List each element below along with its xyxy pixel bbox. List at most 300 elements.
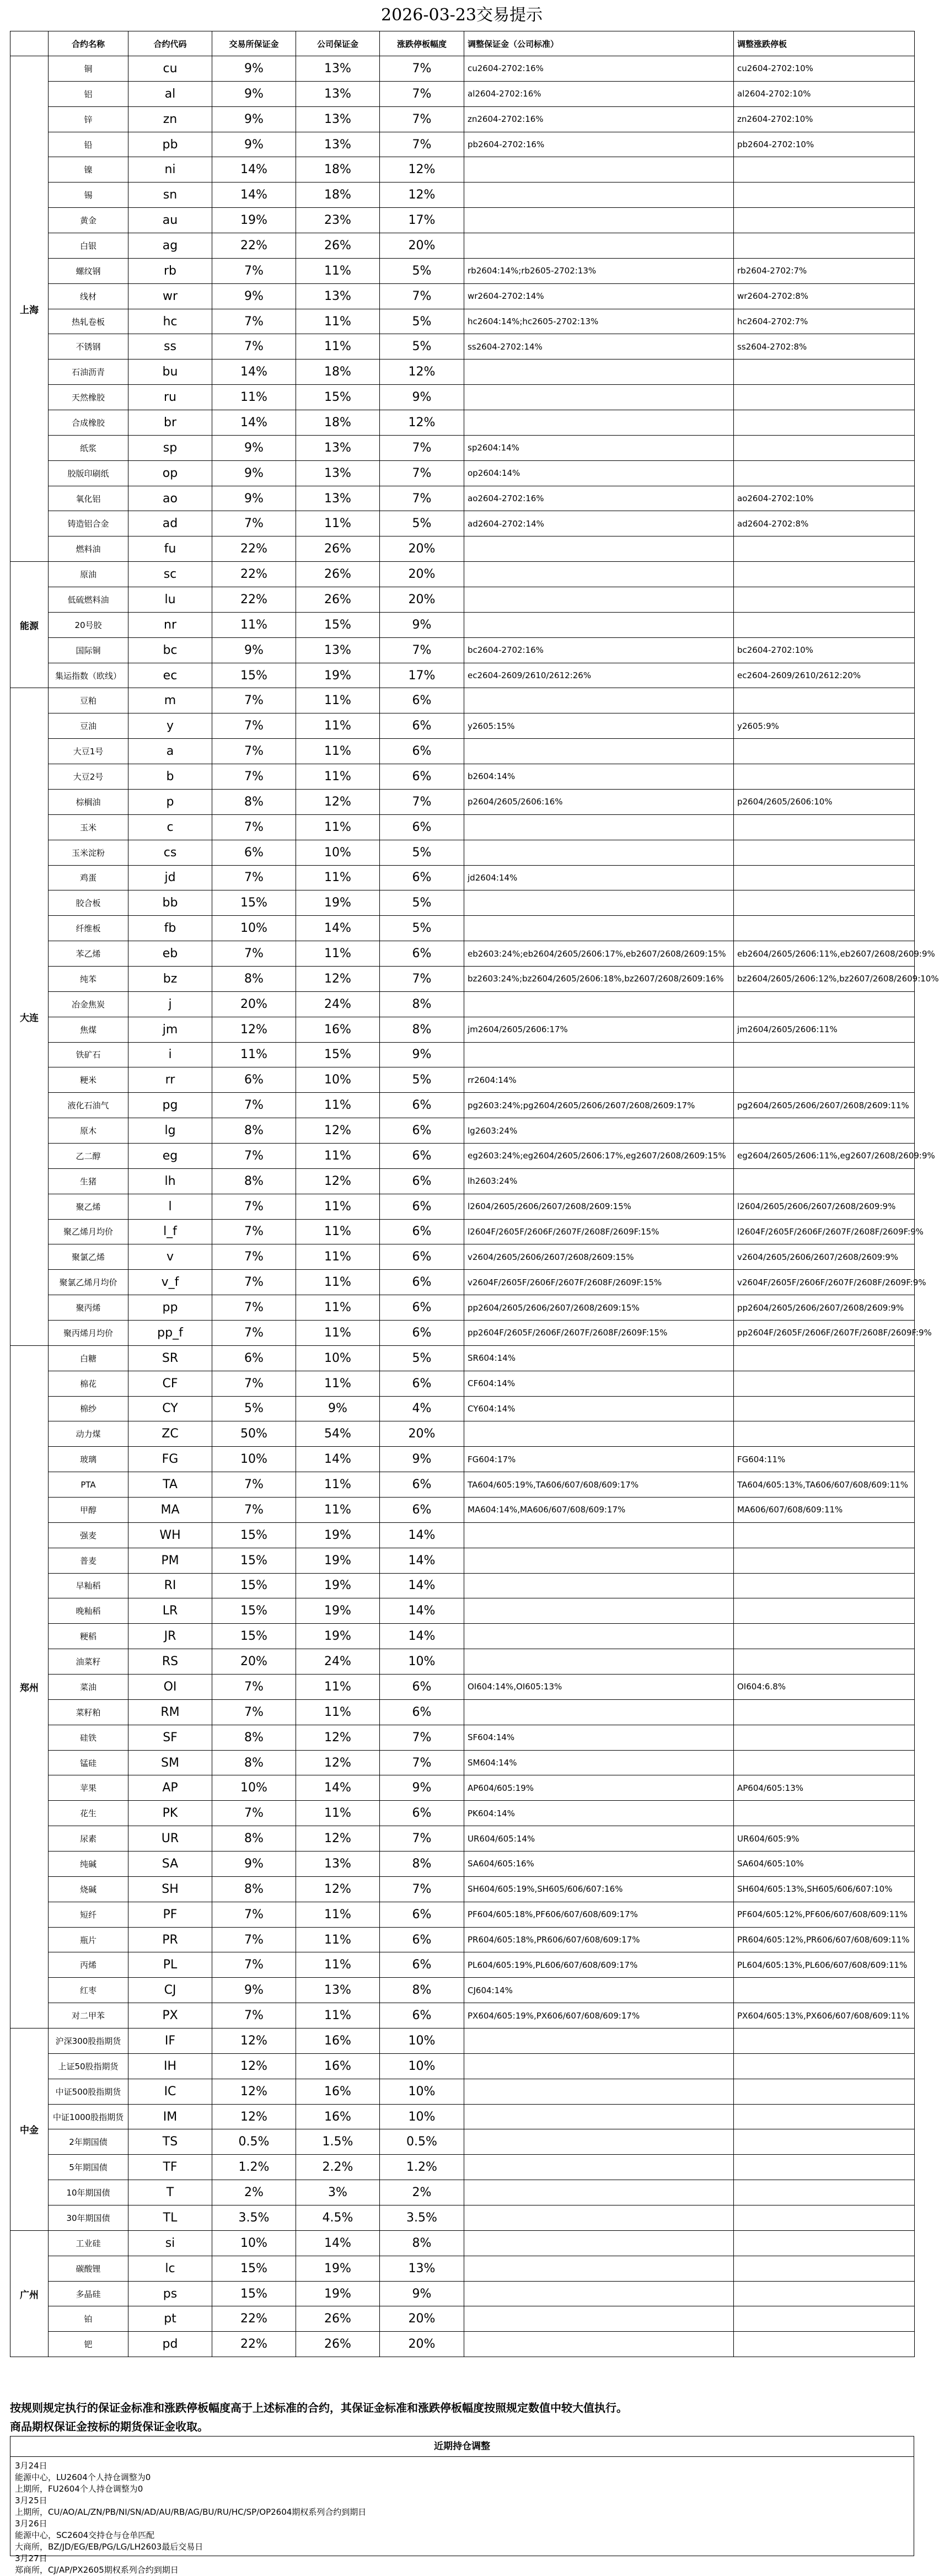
contract-name-cell: 天然橡胶 [49,385,128,410]
table-row [10,1725,915,1750]
contract-code-cell: zn [128,106,212,132]
company-margin-cell: 24% [296,991,380,1017]
company-margin-cell: 13% [296,283,380,309]
adjusted-margin-cell [464,536,734,562]
company-margin-cell: 1.5% [296,2129,380,2155]
adjusted-margin-cell: cu2604-2702:16% [464,56,734,82]
table-row [10,966,915,991]
contract-name-cell: 花生 [49,1801,128,1826]
table-row [10,2079,915,2104]
price-limit-cell: 8% [380,1852,464,1877]
adjusted-margin-cell: PR604/605:18%,PR606/607/608/609:17% [464,1927,734,1952]
header-company-margin: 公司保证金 [296,31,380,56]
price-limit-cell: 7% [380,486,464,511]
table-header-row [10,31,915,56]
adjusted-limit-cell [734,359,915,385]
table-row [10,1118,915,1144]
price-limit-cell: 7% [380,1750,464,1775]
contract-code-cell: RS [128,1649,212,1675]
company-margin-cell: 11% [296,2003,380,2028]
company-margin-cell: 16% [296,2028,380,2054]
table-row [10,157,915,183]
contract-code-cell: bc [128,637,212,663]
contract-name-cell: 动力煤 [49,1421,128,1447]
company-margin-cell: 11% [296,1270,380,1295]
exchange-margin-cell: 12% [212,2028,296,2054]
table-row [10,1573,915,1598]
adjusted-margin-cell: ec2604-2609/2610/2612:26% [464,663,734,688]
exchange-margin-cell: 50% [212,1421,296,1447]
exchange-cell: 中金 [10,2028,49,2231]
contract-name-cell: 强麦 [49,1522,128,1548]
price-limit-cell: 5% [380,840,464,865]
company-margin-cell: 19% [296,663,380,688]
table-row [10,1270,915,1295]
exchange-margin-cell: 15% [212,1624,296,1649]
price-limit-cell: 6% [380,1927,464,1952]
price-limit-cell: 3.5% [380,2205,464,2231]
adjusted-margin-cell: ad2604-2702:14% [464,511,734,536]
contract-name-cell: 热轧卷板 [49,309,128,334]
contract-code-cell: y [128,713,212,739]
adjusted-limit-cell [734,2155,915,2180]
table-row [10,1978,915,2003]
adjusted-margin-cell: pg2603:24%;pg2604/2605/2606/2607/2608/2609:17% [464,1093,734,1118]
price-limit-cell: 14% [380,1598,464,1624]
contract-name-cell: 粳稻 [49,1624,128,1649]
adjusted-margin-cell: b2604:14% [464,764,734,790]
company-margin-cell: 13% [296,106,380,132]
adjusted-margin-cell [464,916,734,941]
contract-code-cell: RI [128,1573,212,1598]
table-row [10,1801,915,1826]
contract-name-cell: 豆油 [49,713,128,739]
adjusted-margin-cell: op2604:14% [464,460,734,486]
contract-name-cell: 对二甲苯 [49,2003,128,2028]
price-limit-cell: 20% [380,536,464,562]
contract-name-cell: 白糖 [49,1345,128,1371]
adjusted-margin-cell: SF604:14% [464,1725,734,1750]
company-margin-cell: 13% [296,132,380,157]
adjusted-margin-cell: al2604-2702:16% [464,81,734,106]
price-limit-cell: 7% [380,460,464,486]
company-margin-cell: 11% [296,1093,380,1118]
exchange-margin-cell: 7% [212,1194,296,1219]
company-margin-cell: 16% [296,1017,380,1042]
exchange-margin-cell: 22% [212,233,296,259]
contract-name-cell: 烧碱 [49,1876,128,1902]
contract-name-cell: 玉米淀粉 [49,840,128,865]
price-limit-cell: 14% [380,1522,464,1548]
contract-code-cell: TF [128,2155,212,2180]
contract-code-cell: ZC [128,1421,212,1447]
contract-code-cell: lc [128,2256,212,2281]
adjusted-margin-cell: lh2603:24% [464,1168,734,1194]
adjusted-margin-cell: SH604/605:19%,SH605/606/607:16% [464,1876,734,1902]
contract-code-cell: SF [128,1725,212,1750]
table-row [10,612,915,637]
adjusted-limit-cell: eb2604/2605/2606:11%,eb2607/2608/2609:9% [734,941,915,967]
contract-name-cell: 锰硅 [49,1750,128,1775]
company-margin-cell: 11% [296,1295,380,1321]
table-row [10,941,915,967]
company-margin-cell: 3% [296,2180,380,2205]
contract-name-cell: 聚乙烯 [49,1194,128,1219]
price-limit-cell: 5% [380,916,464,941]
contract-code-cell: wr [128,283,212,309]
company-margin-cell: 11% [296,1675,380,1700]
contract-name-cell: 液化石油气 [49,1093,128,1118]
contract-code-cell: rb [128,258,212,283]
exchange-margin-cell: 6% [212,840,296,865]
page-title: 2026-03-23交易提示 [381,6,543,25]
exchange-margin-cell: 15% [212,2256,296,2281]
price-limit-cell: 6% [380,1320,464,1345]
exchange-margin-cell: 22% [212,2306,296,2332]
adjusted-limit-cell: UR604/605:9% [734,1826,915,1852]
contract-code-cell: ao [128,486,212,511]
adjusted-limit-cell [734,1573,915,1598]
contract-name-cell: 燃料油 [49,536,128,562]
company-margin-cell: 15% [296,385,380,410]
contract-name-cell: 乙二醇 [49,1143,128,1168]
adjusted-limit-cell: PF604/605:12%,PF606/607/608/609:11% [734,1902,915,1927]
exchange-margin-cell: 7% [212,309,296,334]
exchange-margin-cell: 7% [212,1143,296,1168]
exchange-margin-cell: 2% [212,2180,296,2205]
company-margin-cell: 26% [296,233,380,259]
contract-code-cell: jm [128,1017,212,1042]
contract-code-cell: PL [128,1952,212,1978]
exchange-margin-cell: 8% [212,1725,296,1750]
adjusted-margin-cell: PL604/605:19%,PL606/607/608/609:17% [464,1952,734,1978]
company-margin-cell: 11% [296,739,380,764]
header-adjusted-limit: 调整涨跌停板 [734,31,915,56]
company-margin-cell: 13% [296,435,380,460]
table-row [10,511,915,536]
price-limit-cell: 5% [380,890,464,916]
adjusted-margin-cell [464,1421,734,1447]
exchange-margin-cell: 8% [212,966,296,991]
exchange-margin-cell: 10% [212,2230,296,2256]
adjusted-margin-cell: FG604:17% [464,1447,734,1472]
exchange-margin-cell: 14% [212,410,296,436]
table-row [10,1219,915,1244]
contract-name-cell: 聚丙烯 [49,1295,128,1321]
table-row [10,1927,915,1952]
table-row [10,2129,915,2155]
adjusted-limit-cell: zn2604-2702:10% [734,106,915,132]
note-line: 商品期权保证金按标的期货保证金收取。 [10,2420,208,2433]
company-margin-cell: 54% [296,1421,380,1447]
contract-name-cell: 豆粕 [49,688,128,713]
adjusted-limit-cell [734,612,915,637]
table-row [10,486,915,511]
contract-name-cell: 20号胶 [49,612,128,637]
adjusted-margin-cell [464,410,734,436]
contract-code-cell: PR [128,1927,212,1952]
contract-code-cell: br [128,410,212,436]
exchange-margin-cell: 22% [212,562,296,587]
company-margin-cell: 11% [296,1927,380,1952]
table-row [10,1598,915,1624]
table-row [10,1750,915,1775]
price-limit-cell: 7% [380,56,464,82]
contract-name-cell: 棉花 [49,1371,128,1396]
adjusted-margin-cell: pp2604/2605/2606/2607/2608/2609:15% [464,1295,734,1321]
exchange-margin-cell: 7% [212,1952,296,1978]
table-row [10,233,915,259]
adjusted-margin-cell: v2604F/2605F/2606F/2607F/2608F/2609F:15% [464,1270,734,1295]
exchange-margin-cell: 7% [212,1927,296,1952]
header-name: 合约名称 [49,31,128,56]
contract-code-cell: SM [128,1750,212,1775]
exchange-margin-cell: 20% [212,1649,296,1675]
contract-code-cell: ag [128,233,212,259]
adjusted-limit-cell: v2604/2605/2606/2607/2608/2609:9% [734,1244,915,1270]
table-row [10,1522,915,1548]
contract-code-cell: CY [128,1396,212,1421]
table-row [10,814,915,840]
price-limit-cell: 6% [380,1270,464,1295]
adjusted-limit-cell [734,739,915,764]
price-limit-cell: 6% [380,1371,464,1396]
company-margin-cell: 11% [296,1194,380,1219]
table-row [10,1168,915,1194]
adjusted-margin-cell [464,183,734,208]
recent-line: 上期所，FU2604个人持仓调整为0 [15,2484,143,2494]
contract-name-cell: 不锈钢 [49,334,128,359]
price-limit-cell: 7% [380,81,464,106]
exchange-margin-cell: 8% [212,1876,296,1902]
contract-name-cell: 苯乙烯 [49,941,128,967]
price-limit-cell: 6% [380,1902,464,1927]
adjusted-limit-cell [734,536,915,562]
table-row [10,56,915,82]
price-limit-cell: 9% [380,385,464,410]
adjusted-limit-cell [734,2180,915,2205]
contract-name-cell: 碳酸锂 [49,2256,128,2281]
header-exchange [10,31,49,56]
price-limit-cell: 20% [380,2306,464,2332]
table-row [10,663,915,688]
contract-name-cell: 棕榈油 [49,789,128,814]
adjusted-limit-cell: bz2604/2605/2606:12%,bz2607/2608/2609:10% [734,966,915,991]
price-limit-cell: 7% [380,106,464,132]
exchange-margin-cell: 12% [212,2104,296,2129]
table-row [10,132,915,157]
contract-name-cell: 早籼稻 [49,1573,128,1598]
exchange-margin-cell: 7% [212,1093,296,1118]
recent-line: 3月26日 [15,2519,47,2529]
table-row [10,1775,915,1801]
exchange-margin-cell: 9% [212,460,296,486]
contract-code-cell: JR [128,1624,212,1649]
contract-name-cell: 合成橡胶 [49,410,128,436]
exchange-cell: 上海 [10,56,49,562]
company-margin-cell: 10% [296,1345,380,1371]
table-row [10,1902,915,1927]
table-row [10,1345,915,1371]
adjusted-limit-cell [734,865,915,890]
adjusted-margin-cell: TA604/605:19%,TA606/607/608/609:17% [464,1472,734,1498]
table-row [10,309,915,334]
company-margin-cell: 4.5% [296,2205,380,2231]
company-margin-cell: 19% [296,1624,380,1649]
adjusted-limit-cell: FG604:11% [734,1447,915,1472]
adjusted-margin-cell: wr2604-2702:14% [464,283,734,309]
adjusted-limit-cell [734,1801,915,1826]
table-row [10,1067,915,1093]
exchange-margin-cell: 7% [212,1270,296,1295]
exchange-cell: 广州 [10,2230,49,2357]
table-row [10,1472,915,1498]
adjusted-margin-cell [464,890,734,916]
contract-name-cell: 粳米 [49,1067,128,1093]
table-row [10,1143,915,1168]
contract-name-cell: 棉纱 [49,1396,128,1421]
adjusted-limit-cell [734,460,915,486]
exchange-margin-cell: 10% [212,916,296,941]
contract-name-cell: 白银 [49,233,128,259]
contract-code-cell: ad [128,511,212,536]
company-margin-cell: 24% [296,1649,380,1675]
contract-name-cell: 纤维板 [49,916,128,941]
contract-name-cell: 菜籽粕 [49,1699,128,1725]
company-margin-cell: 14% [296,916,380,941]
company-margin-cell: 12% [296,789,380,814]
adjusted-limit-cell: v2604F/2605F/2606F/2607F/2608F/2609F:9% [734,1270,915,1295]
table-row [10,2053,915,2079]
contract-name-cell: 纯碱 [49,1852,128,1877]
company-margin-cell: 11% [296,1902,380,1927]
contract-name-cell: 尿素 [49,1826,128,1852]
price-limit-cell: 10% [380,2104,464,2129]
contract-code-cell: OI [128,1675,212,1700]
contract-name-cell: 5年期国债 [49,2155,128,2180]
contract-code-cell: IF [128,2028,212,2054]
contract-code-cell: m [128,688,212,713]
table-row [10,1548,915,1573]
adjusted-margin-cell [464,385,734,410]
adjusted-limit-cell: PR604/605:12%,PR606/607/608/609:11% [734,1927,915,1952]
contract-name-cell: 聚丙烯月均价 [49,1320,128,1345]
contract-name-cell: 大豆2号 [49,764,128,790]
contract-name-cell: 甲醇 [49,1497,128,1522]
price-limit-cell: 6% [380,1093,464,1118]
adjusted-limit-cell: TA604/605:13%,TA606/607/608/609:11% [734,1472,915,1498]
exchange-margin-cell: 9% [212,106,296,132]
exchange-margin-cell: 7% [212,1902,296,1927]
company-margin-cell: 11% [296,1320,380,1345]
company-margin-cell: 11% [296,814,380,840]
contract-name-cell: PTA [49,1472,128,1498]
table-row [10,2332,915,2357]
table-row [10,1649,915,1675]
contract-name-cell: 玻璃 [49,1447,128,1472]
company-margin-cell: 13% [296,1852,380,1877]
exchange-margin-cell: 11% [212,385,296,410]
exchange-margin-cell: 7% [212,865,296,890]
contract-code-cell: eb [128,941,212,967]
price-limit-cell: 7% [380,1826,464,1852]
company-margin-cell: 16% [296,2053,380,2079]
table-row [10,1244,915,1270]
price-limit-cell: 7% [380,435,464,460]
adjusted-margin-cell: CF604:14% [464,1371,734,1396]
price-limit-cell: 5% [380,1067,464,1093]
adjusted-limit-cell [734,1042,915,1067]
adjusted-margin-cell [464,612,734,637]
company-margin-cell: 12% [296,1826,380,1852]
adjusted-limit-cell [734,840,915,865]
adjusted-margin-cell: zn2604-2702:16% [464,106,734,132]
adjusted-limit-cell [734,2053,915,2079]
exchange-margin-cell: 7% [212,511,296,536]
adjusted-margin-cell: AP604/605:19% [464,1775,734,1801]
contract-code-cell: SA [128,1852,212,1877]
company-margin-cell: 13% [296,486,380,511]
company-margin-cell: 19% [296,2281,380,2306]
price-limit-cell: 6% [380,1168,464,1194]
price-limit-cell: 12% [380,157,464,183]
recent-line: 能源中心，SC2604交持仓与仓单匹配 [15,2530,155,2540]
adjusted-limit-cell: SA604/605:10% [734,1852,915,1877]
adjusted-limit-cell: eg2604/2605/2606:11%,eg2607/2608/2609:9% [734,1143,915,1168]
exchange-margin-cell: 7% [212,1371,296,1396]
price-limit-cell: 17% [380,208,464,233]
contract-name-cell: 铅 [49,132,128,157]
adjusted-limit-cell [734,2079,915,2104]
adjusted-margin-cell [464,2306,734,2332]
contract-code-cell: fu [128,536,212,562]
contract-name-cell: 原木 [49,1118,128,1144]
table-row [10,2281,915,2306]
adjusted-margin-cell: pb2604-2702:16% [464,132,734,157]
exchange-margin-cell: 7% [212,2003,296,2028]
adjusted-margin-cell [464,1522,734,1548]
price-limit-cell: 7% [380,132,464,157]
table-row [10,1371,915,1396]
exchange-margin-cell: 22% [212,587,296,613]
price-limit-cell: 8% [380,991,464,1017]
price-limit-cell: 10% [380,1649,464,1675]
contract-code-cell: pd [128,2332,212,2357]
exchange-margin-cell: 7% [212,1295,296,1321]
exchange-margin-cell: 7% [212,1675,296,1700]
contract-name-cell: 2年期国债 [49,2129,128,2155]
contract-code-cell: ni [128,157,212,183]
company-margin-cell: 12% [296,1118,380,1144]
price-limit-cell: 7% [380,966,464,991]
price-limit-cell: 6% [380,2003,464,2028]
contract-name-cell: 石油沥青 [49,359,128,385]
contract-code-cell: IC [128,2079,212,2104]
company-margin-cell: 26% [296,562,380,587]
contract-name-cell: 聚乙烯月均价 [49,1219,128,1244]
table-row [10,587,915,613]
table-row [10,359,915,385]
contract-name-cell: 黄金 [49,208,128,233]
adjusted-margin-cell: SM604:14% [464,1750,734,1775]
exchange-margin-cell: 3.5% [212,2205,296,2231]
contract-code-cell: ps [128,2281,212,2306]
table-row [10,1194,915,1219]
table-row [10,890,915,916]
adjusted-margin-cell: OI604:14%,OI605:13% [464,1675,734,1700]
contract-name-cell: 苹果 [49,1775,128,1801]
adjusted-margin-cell [464,2230,734,2256]
